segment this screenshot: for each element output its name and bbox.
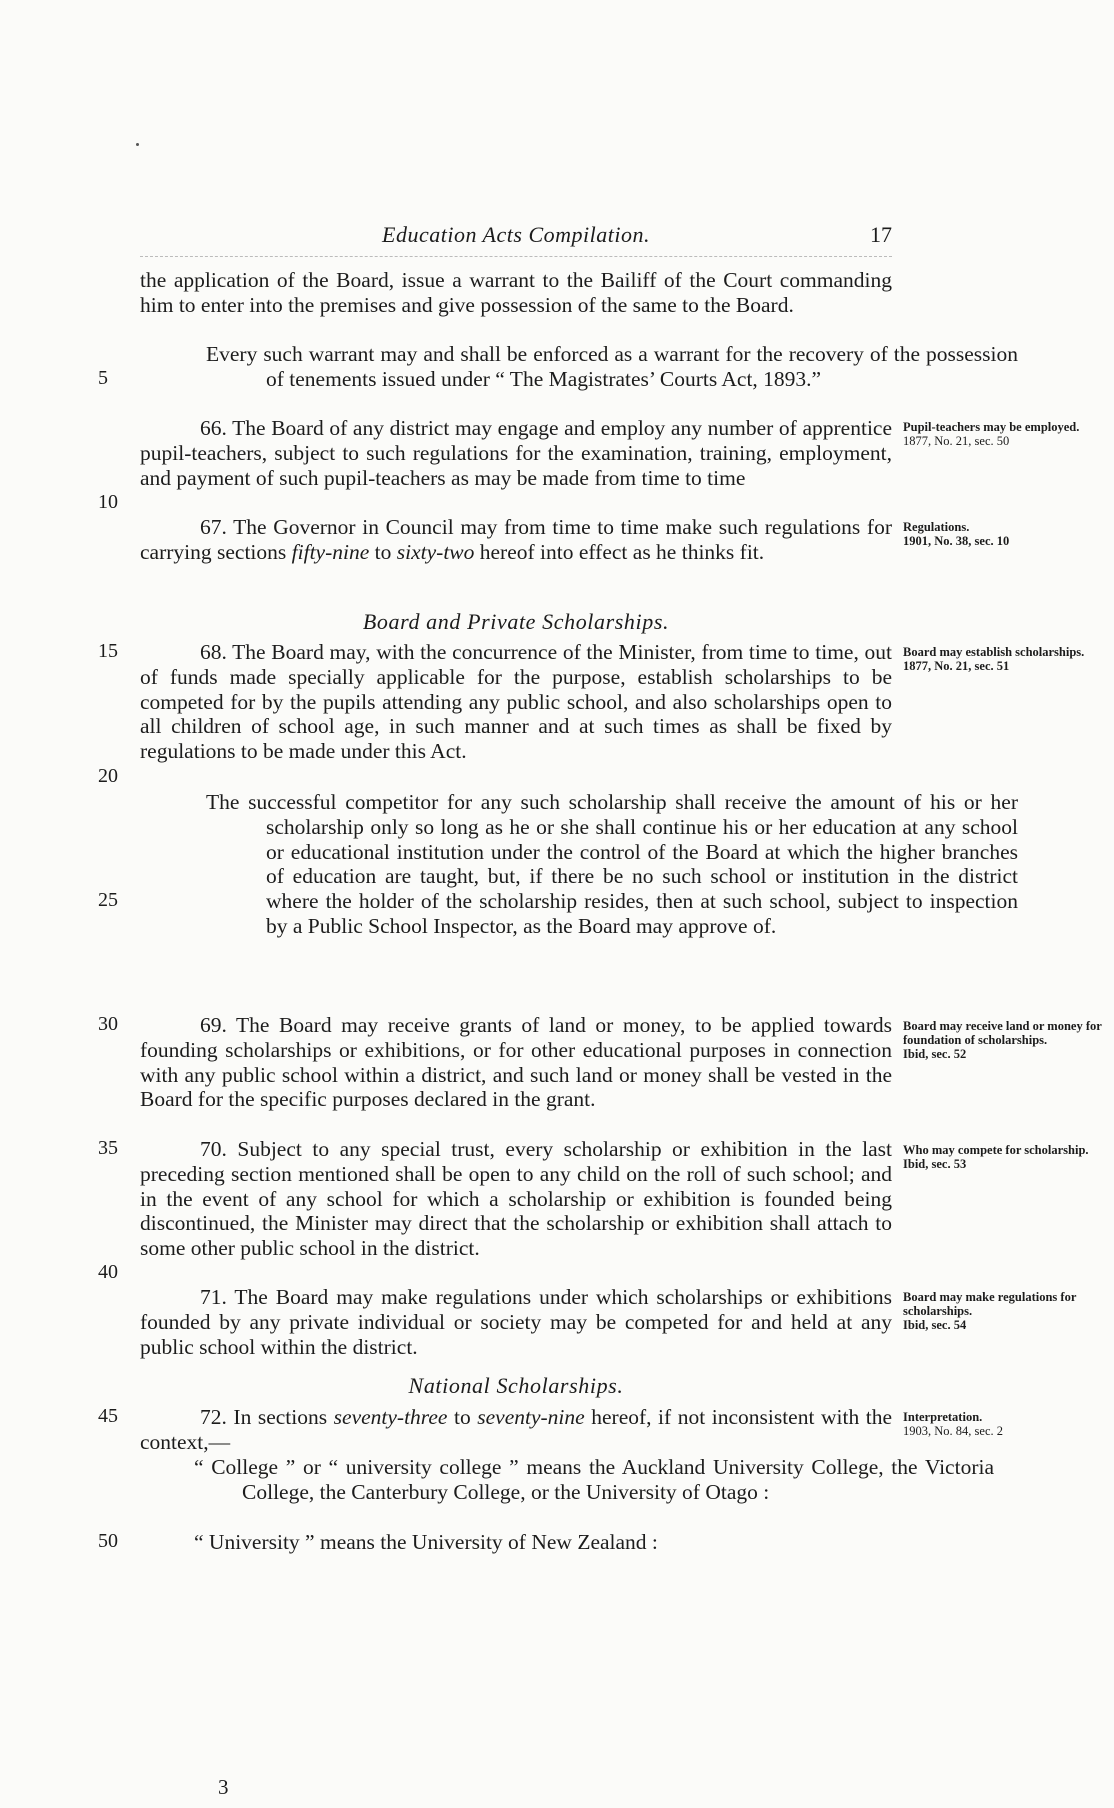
line-number: 50 — [98, 1530, 118, 1552]
margin-note-title: Pupil-teachers may be employed. — [903, 420, 1080, 434]
section-72-ref-1: seventy-three — [333, 1405, 448, 1429]
margin-note-ref: Ibid, sec. 54 — [903, 1318, 967, 1332]
margin-note-ref: 1877, No. 21, sec. 51 — [903, 659, 1010, 673]
section-72-text: 72. In sections — [200, 1405, 334, 1429]
margin-note-title: Who may compete for scholarship. — [903, 1143, 1089, 1157]
section-72-ref-2: seventy-nine — [477, 1405, 585, 1429]
definition-university: “ University ” means the University of New Zealand : — [194, 1530, 658, 1554]
section-68: 68. The Board may, with the concurrence of the Minister, from time to time, out of funds made specially applicable for the purpose, establish scholarships to be competed for by the pupils attending any public school, and also scholarships open to all children of school age, in such manner and at such times as shall be fixed by regulations to be made under this Act. — [140, 640, 892, 764]
paragraph-continuation: the application of the Board, issue a warrant to the Bailiff of the Court commanding him to enter into the premises and give possession of the same to the Board. — [140, 268, 892, 317]
margin-note — [903, 520, 1103, 548]
margin-note-title: Board may receive land or money for foundation of scholarships. — [903, 1019, 1102, 1047]
section-71: 71. The Board may make regulations under which scholarships or exhibitions founded by any private individual or society may be competed for and held at any public school within the district. — [140, 1285, 892, 1359]
section-67-text: 67. The Governor in Council may from time to time make such regulations for carrying sections — [140, 515, 892, 564]
page-header — [140, 222, 892, 254]
margin-note-ref: Ibid, sec. 53 — [903, 1157, 967, 1171]
section-67-ref-1: fifty-nine — [291, 539, 370, 564]
margin-note — [903, 1290, 1103, 1332]
line-number: 45 — [98, 1405, 118, 1427]
section-69: 69. The Board may receive grants of land or money, to be applied towards founding scholarships or exhibitions, or for other educational purposes in connection with any public school within a district, and such land or money shall be vested in the Board for the specific purposes declared in the grant. — [140, 1013, 892, 1112]
margin-note-title: Board may establish scholarships. — [903, 645, 1085, 659]
running-title: Education Acts Compilation. — [382, 222, 650, 247]
page-speck — [136, 143, 139, 146]
signature-mark: 3 — [218, 1775, 229, 1799]
margin-note — [903, 645, 1103, 673]
section-67 — [140, 515, 892, 565]
margin-note — [903, 420, 1103, 448]
section-67-ref-2: sixty-two — [396, 539, 475, 564]
section-67-to: to — [369, 539, 397, 564]
margin-note — [903, 1410, 1103, 1438]
line-number: 35 — [98, 1137, 118, 1159]
section-68-proviso: The successful competitor for any such scholarship shall receive the amount of his or her scholarship only so long as he or she shall continue his or her education at any school or educational institution under the control of the Board at which the higher branches of education are taught, but, if there be no such school or institution in the district where the holder of the scholarship resides, then at such school, subject to inspection by a Public School Inspector, as the Board may approve of. — [206, 790, 1018, 938]
section-66: 66. The Board of any district may engage and employ any number of apprentice pupil-teachers, subject to such regulations for the examination, training, employment, and payment of such pupil-teachers as may be made from time to time — [140, 416, 892, 490]
margin-note-title: Interpretation. — [903, 1410, 983, 1424]
margin-note-ref: Ibid, sec. 52 — [903, 1047, 967, 1061]
line-number: 10 — [98, 491, 118, 513]
heading-national-scholarships: National Scholarships. — [408, 1373, 624, 1398]
margin-note — [903, 1019, 1103, 1061]
margin-note-title: Regulations. — [903, 520, 970, 534]
heading-board-private-scholarships: Board and Private Scholarships. — [362, 609, 670, 634]
header-rule — [140, 256, 892, 257]
section-70: 70. Subject to any special trust, every scholarship or exhibition in the last preceding section mentioned shall be open to any child on the roll of such school; and in the event of any school for which a scholarship or exhibition is founded being discontinued, the Minister may direct that the scholarship or exhibition shall attach to some other public school in the district. — [140, 1137, 892, 1261]
line-number: 40 — [98, 1261, 118, 1283]
margin-note-ref: 1901, No. 38, sec. 10 — [903, 534, 1010, 548]
line-number: 20 — [98, 765, 118, 787]
margin-note-ref: 1903, No. 84, sec. 2 — [903, 1424, 1003, 1438]
section-72 — [140, 1405, 892, 1455]
margin-note-title: Board may make regulations for scholarships. — [903, 1290, 1077, 1318]
line-number: 5 — [98, 367, 108, 389]
margin-note-ref: 1877, No. 21, sec. 50 — [903, 434, 1010, 448]
page-number: 17 — [870, 222, 892, 247]
definition-college: “ College ” or “ university college ” means the Auckland University College, the Victoria College, the Canterbury College, or the University of Otago : — [194, 1455, 994, 1504]
line-number: 30 — [98, 1013, 118, 1035]
section-72-end: hereof, if not inconsistent with the context,— — [140, 1405, 892, 1454]
section-67-end: hereof into effect as he thinks fit. — [474, 539, 765, 564]
line-number: 25 — [98, 889, 118, 911]
paragraph-warrant: Every such warrant may and shall be enforced as a warrant for the recovery of the possession of tenements issued under “ The Magistrates’ Courts Act, 1893.” — [206, 342, 1018, 391]
line-number: 15 — [98, 640, 118, 662]
margin-note — [903, 1143, 1103, 1171]
section-72-to: to — [447, 1405, 478, 1429]
